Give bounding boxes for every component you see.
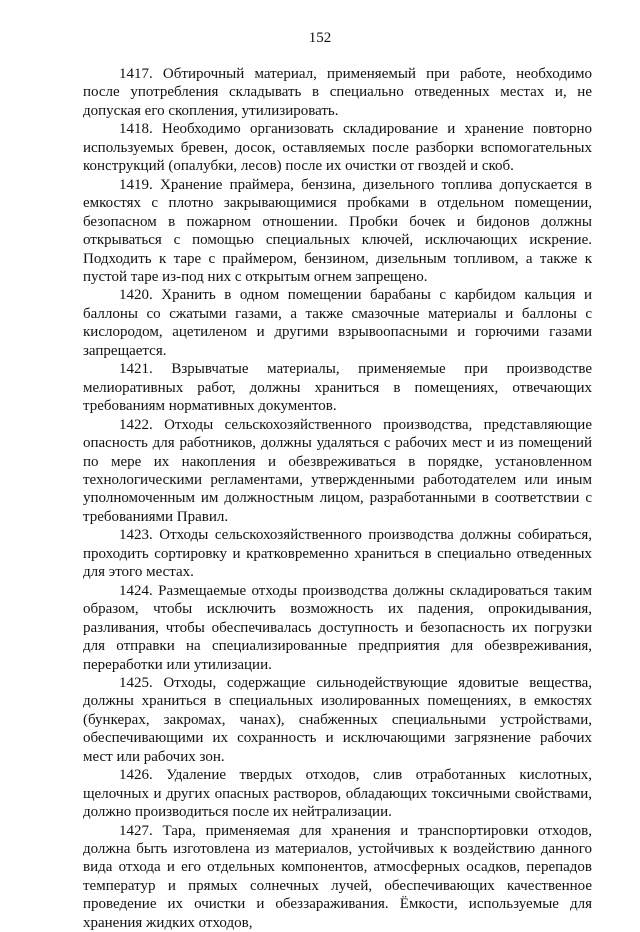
document-body: [83, 65, 592, 932]
paragraph-1424: 1424. Размещаемые отходы производства должны складироваться таким образом, чтобы исключить возможность их падения, опрокидывания, разливания, чтобы обеспечивалась доступность и безопасность их погрузки для отправки на специализированные предприятия для обезвреживания, переработки или утилизации.: [83, 582, 592, 673]
paragraph-1423: 1423. Отходы сельскохозяйственного производства должны собираться, проходить сортировку и кратковременно храниться в специально отведенных для этого местах.: [83, 527, 592, 581]
paragraph-1426: 1426. Удаление твердых отходов, слив отработанных кислотных, щелочных и других опасных растворов, обладающих токсичными свойствами, должно производиться после их нейтрализации.: [83, 767, 592, 821]
paragraph-1417: 1417. Обтирочный материал, применяемый при работе, необходимо после употребления складывать в специально отведенных местах и, не допуская его скопления, утилизировать.: [83, 66, 592, 119]
paragraph-1422: 1422. Отходы сельскохозяйственного производства, представляющие опасность для работников, должны удаляться с рабочих мест и из помещений по мере их накопления и обезвреживаться в порядке, установленном технологическими регламентами, утвержденными работодателем или иным уполномоченным им должностным лицом, разработанными в соответствии с требованиями Правил.: [83, 416, 592, 525]
paragraph-1419: 1419. Хранение праймера, бензина, дизельного топлива допускается в емкостях с плотно закрывающимися пробками в отдельном помещении, безопасном в пожарном отношении. Пробки бочек и бидонов должны открываться с помощью специальных ключей, исключающих искрение. Подходить к таре с праймером, бензином, дизельным топливом, а также к пустой таре из-под них с открытым огнем запрещено.: [83, 176, 592, 285]
paragraph-1421: 1421. Взрывчатые материалы, применяемые при производстве мелиоративных работ, должны храниться в помещениях, отвечающих требованиям нормативных документов.: [83, 361, 592, 415]
paragraph-1420: 1420. Хранить в одном помещении барабаны с карбидом кальция и баллоны со сжатыми газами, а также смазочные материалы и баллоны с кислородом, ацетиленом и другими взрывоопасными и горючими газами запрещается.: [83, 287, 592, 359]
page-number: 152: [308, 30, 332, 46]
paragraph-1425: 1425. Отходы, содержащие сильнодействующие ядовитые вещества, должны храниться в специальных изолированных помещениях, в емкостях (бункерах, закромах, чанах), снабженных специальными устройствами, обеспечивающими их сохранность и исключающими загрязнение рабочих мест или рабочих зон.: [83, 674, 592, 765]
paragraph-1418: 1418. Необходимо организовать складирование и хранение повторно используемых бревен, досок, оставляемых после разборки вспомогательных конструкций (опалубки, лесов) после их очистки от гвоздей и скоб.: [83, 121, 592, 175]
paragraph-1427: 1427. Тара, применяемая для хранения и транспортировки отходов, должна быть изготовлена из материалов, устойчивых к воздействию данного вида отхода и его отдельных компонентов, атмосферных осадков, перепадов температур и прямых солнечных лучей, обеспечивающих качественное проведение их очистки и обеззараживания. Ёмкости, используемые для хранения жидких отходов,: [83, 822, 592, 931]
